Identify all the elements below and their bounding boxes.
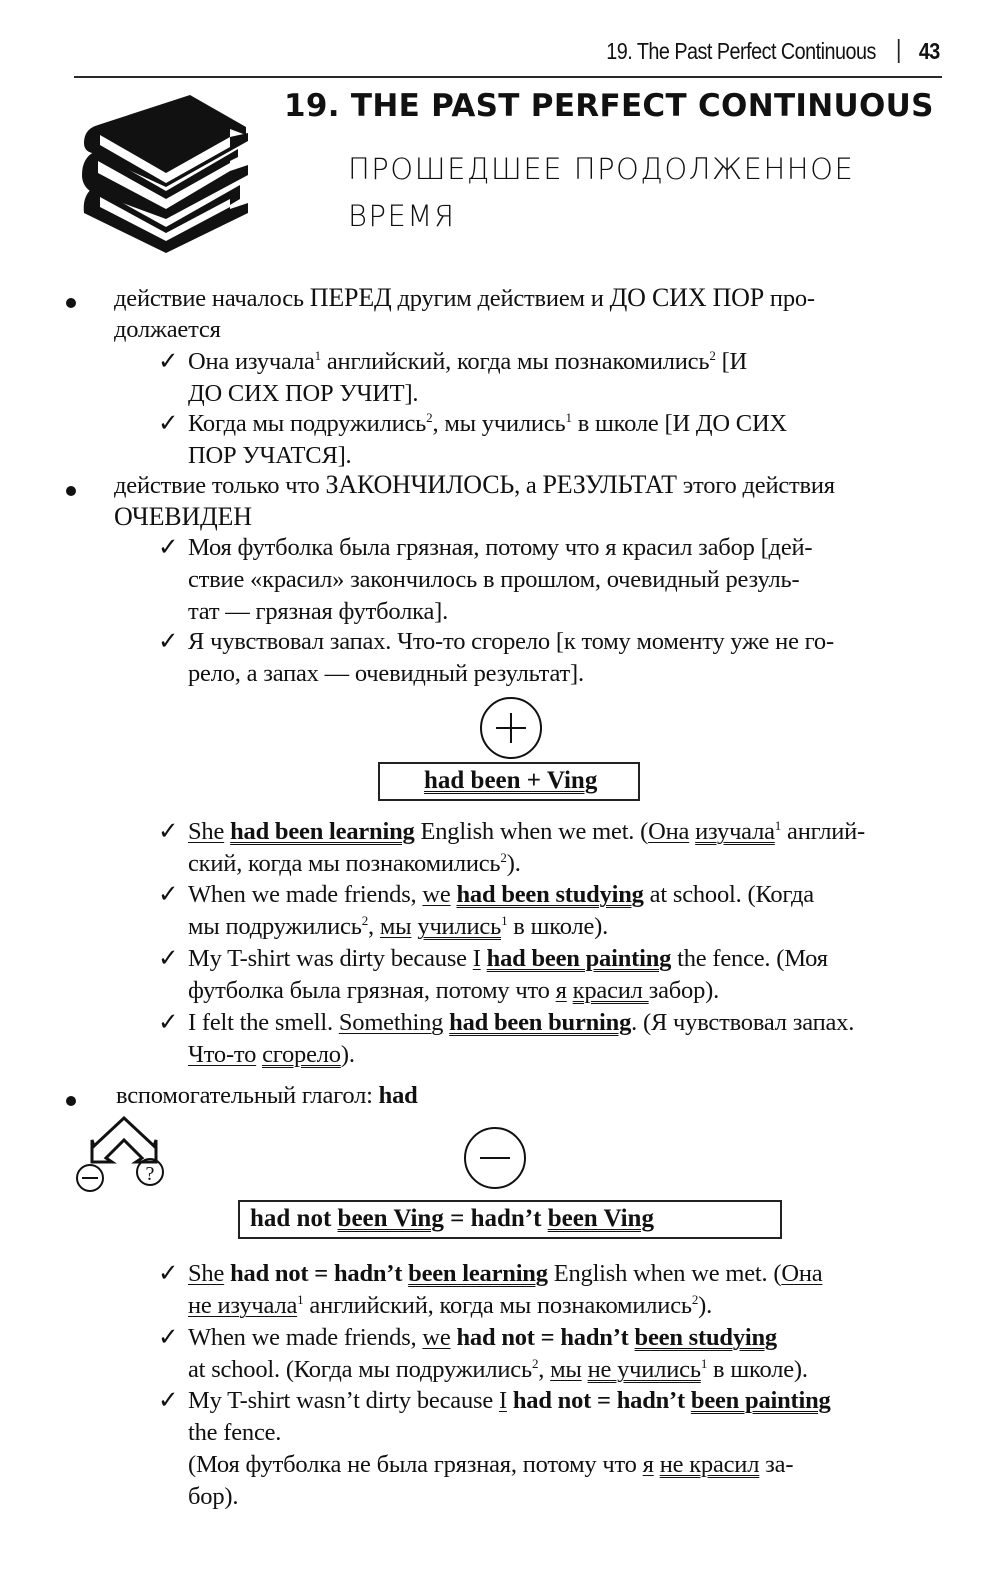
text-segment: I felt the smell. — [188, 1009, 339, 1036]
text-segment: Она изучала — [188, 348, 315, 375]
text-segment: ). — [506, 850, 521, 877]
check-mark-icon: ✓ — [158, 628, 179, 655]
affirmative-example — [158, 943, 948, 1007]
bullet-dot — [66, 486, 76, 496]
text-segment: Она — [648, 818, 690, 845]
chapter-subtitle-line2: ВРЕМЯ — [348, 199, 456, 233]
negative-example-text — [188, 1385, 948, 1513]
text-segment: изучала — [695, 818, 775, 845]
text-segment: этого действия — [676, 472, 835, 499]
check-mark-icon: ✓ — [158, 1324, 179, 1351]
chapter-subtitle-line1: ПРОШЕДШЕЕ ПРОДОЛЖЕННОЕ — [348, 152, 855, 186]
text-segment: English when we met. ( — [547, 1260, 782, 1287]
text-segment: про- должается — [114, 285, 815, 343]
text-segment: не учились — [587, 1356, 701, 1383]
text-segment: Когда мы подружились — [188, 410, 427, 437]
text-segment: had not = hadn’t — [230, 1260, 409, 1287]
text-segment: we — [422, 881, 451, 908]
check-mark-icon: ✓ — [158, 1260, 179, 1287]
text-segment: When we made friends, — [188, 1324, 423, 1351]
footnote-marker: 2 — [426, 410, 433, 425]
text-segment: вспомогательный глагол: — [116, 1082, 379, 1109]
text-segment: ДО СИХ ПОР — [609, 283, 764, 312]
text-segment: , а — [514, 472, 543, 499]
check-mark-icon: ✓ — [158, 945, 179, 972]
negative-example-text — [188, 1322, 948, 1386]
text-segment: we — [422, 1324, 451, 1351]
text-segment: the fence. (Моя футболка была грязная, потому что — [188, 945, 828, 1004]
text-segment: красил — [572, 977, 649, 1004]
text-segment: I — [472, 945, 481, 972]
text-segment: я — [555, 977, 567, 1004]
books-stack-icon — [80, 95, 252, 253]
text-segment: at school. (Когда мы подружились — [188, 881, 814, 940]
text-segment: за- бор). — [188, 1451, 794, 1510]
text-segment: . (Я чувствовал запах. — [631, 1009, 855, 1036]
check-mark-icon: ✓ — [158, 534, 179, 561]
text-segment: had not = hadn’t — [456, 1324, 635, 1351]
check-mark-icon: ✓ — [158, 348, 179, 375]
affirmative-example — [158, 816, 948, 880]
footnote-marker: 2 — [531, 1356, 539, 1371]
question-small-circle-icon — [137, 1159, 163, 1185]
text-segment: had been learning — [230, 818, 415, 845]
check-mark-icon: ✓ — [158, 1009, 179, 1036]
chapter-subtitle — [348, 146, 908, 240]
text-segment: at school. (Когда мы подружились — [188, 1356, 532, 1383]
text-segment: английский, когда мы познакомились — [320, 348, 710, 375]
minus-circle-icon — [464, 1127, 526, 1189]
text-segment: в школе). — [507, 913, 609, 940]
usage-bullet-1 — [114, 282, 944, 345]
usage-example — [158, 408, 948, 472]
affirmative-example-text — [188, 879, 948, 943]
usage-example-text — [188, 532, 948, 628]
text-segment: Моя футболка была грязная, потому что я красил забор [дей- ствие «красил» закончилось в прошлом, очевидный резуль- тат — грязная футболка]. — [188, 534, 813, 625]
text-segment: английский, когда мы познакомились — [303, 1292, 692, 1319]
footnote-marker: 2 — [709, 348, 716, 363]
footnote-marker: 2 — [361, 913, 369, 928]
footnote-marker: 1 — [774, 818, 782, 833]
text-segment: been Ving — [337, 1205, 444, 1232]
minus-small-circle-icon — [77, 1165, 103, 1191]
check-mark-icon: ✓ — [158, 818, 179, 845]
affirmative-formula — [378, 762, 640, 801]
negative-example-text — [188, 1258, 948, 1322]
text-segment: Something — [338, 1009, 444, 1036]
usage-bullet-2 — [114, 469, 944, 533]
text-segment: англий- ский, когда мы познакомились — [188, 818, 866, 877]
text-segment: другим действием и — [391, 285, 610, 312]
text-segment: я — [642, 1451, 654, 1478]
affirmative-example-text — [188, 943, 948, 1007]
check-mark-icon: ✓ — [158, 410, 179, 437]
usage-example — [158, 532, 948, 628]
text-segment: ПЕРЕД — [309, 283, 392, 312]
text-segment: мы — [550, 1356, 582, 1383]
text-segment: в школе [И ДО СИХ ПОР УЧАТСЯ]. — [188, 410, 787, 469]
text-segment: ). — [340, 1041, 355, 1068]
text-segment: English when we met. ( — [414, 818, 649, 845]
text-segment: , — [538, 1356, 551, 1383]
text-segment: had been studying — [456, 881, 644, 908]
text-segment: She — [188, 1260, 225, 1287]
usage-example — [158, 346, 948, 410]
text-segment: Я чувствовал запах. Что-то сгорело [к тому моменту уже не го- рело, а запах — очевидный результат]. — [188, 628, 834, 687]
usage-example-text — [188, 346, 948, 410]
text-segment: , — [368, 913, 380, 940]
running-head — [74, 36, 942, 78]
text-segment: Что-то — [188, 1041, 257, 1068]
footnote-marker: 1 — [501, 913, 508, 928]
text-segment: My T-shirt was dirty because — [188, 945, 473, 972]
text-segment: действие только что — [114, 472, 326, 499]
text-segment: had not — [250, 1205, 338, 1232]
text-segment: had not = hadn’t — [512, 1387, 691, 1414]
text-segment: been studying — [634, 1324, 777, 1351]
negative-example — [158, 1385, 948, 1513]
text-segment: had been burning — [449, 1009, 632, 1036]
text-segment: She — [188, 818, 225, 845]
auxiliary-verb-note — [116, 1080, 946, 1111]
negative-formula — [238, 1200, 782, 1239]
bullet-dot — [66, 1096, 76, 1106]
text-segment: учились — [417, 913, 502, 940]
text-segment: ). — [698, 1292, 713, 1319]
text-segment: I — [498, 1387, 507, 1414]
text-segment: had — [378, 1082, 418, 1109]
usage-example — [158, 626, 948, 690]
text-segment: сгорело — [262, 1041, 341, 1068]
footnote-marker: 1 — [314, 348, 321, 363]
svg-text:?: ? — [145, 1163, 155, 1185]
text-segment: , мы учились — [432, 410, 566, 437]
running-head-title: 19. The Past Perfect Continuous — [606, 38, 877, 64]
check-mark-icon: ✓ — [158, 1387, 179, 1414]
text-segment: ОЧЕВИДЕН — [114, 502, 252, 531]
page-number: 43 — [919, 38, 940, 64]
text-segment: When we made friends, — [188, 881, 423, 908]
chapter-title: 19. THE PAST PERFECT CONTINUOUS — [284, 88, 934, 124]
negative-example — [158, 1322, 948, 1386]
text-segment: в школе). — [707, 1356, 808, 1383]
text-segment: ЗАКОНЧИЛОСЬ — [325, 470, 515, 499]
affirmative-example-text — [188, 1007, 948, 1071]
affirmative-example — [158, 1007, 948, 1071]
text-segment: = hadn’t — [443, 1205, 548, 1232]
check-mark-icon: ✓ — [158, 881, 179, 908]
affirmative-example — [158, 879, 948, 943]
negative-example — [158, 1258, 948, 1322]
text-segment: been painting — [690, 1387, 831, 1414]
text-segment: действие началось — [114, 285, 310, 312]
footnote-marker: 2 — [500, 850, 507, 865]
footnote-marker: 2 — [691, 1292, 699, 1307]
usage-example-text — [188, 408, 948, 472]
split-arrows-icon — [74, 1116, 174, 1192]
text-segment: My T-shirt wasn’t dirty because — [188, 1387, 499, 1414]
text-segment: забор). — [648, 977, 720, 1004]
text-segment: [И ДО СИХ ПОР УЧИТ]. — [188, 348, 748, 407]
usage-example-text — [188, 626, 948, 690]
text-segment: не красил — [659, 1451, 760, 1478]
text-segment: been learning — [408, 1260, 548, 1287]
bullet-dot — [66, 298, 76, 308]
text-segment: had been painting — [486, 945, 672, 972]
text-segment: been Ving — [547, 1205, 654, 1232]
text-segment: РЕЗУЛЬТАТ — [542, 470, 677, 499]
footnote-marker: 1 — [565, 410, 572, 425]
text-segment: had been + Ving — [424, 767, 598, 794]
text-segment: the fence. (Моя футболка не была грязная, потому что — [188, 1419, 643, 1478]
running-head-separator — [898, 39, 900, 63]
text-segment: Она не изучала — [188, 1260, 823, 1319]
plus-circle-icon — [480, 697, 542, 759]
affirmative-example-text — [188, 816, 948, 880]
footnote-marker: 1 — [297, 1292, 304, 1307]
text-segment: мы — [379, 913, 412, 940]
footnote-marker: 1 — [700, 1356, 708, 1371]
